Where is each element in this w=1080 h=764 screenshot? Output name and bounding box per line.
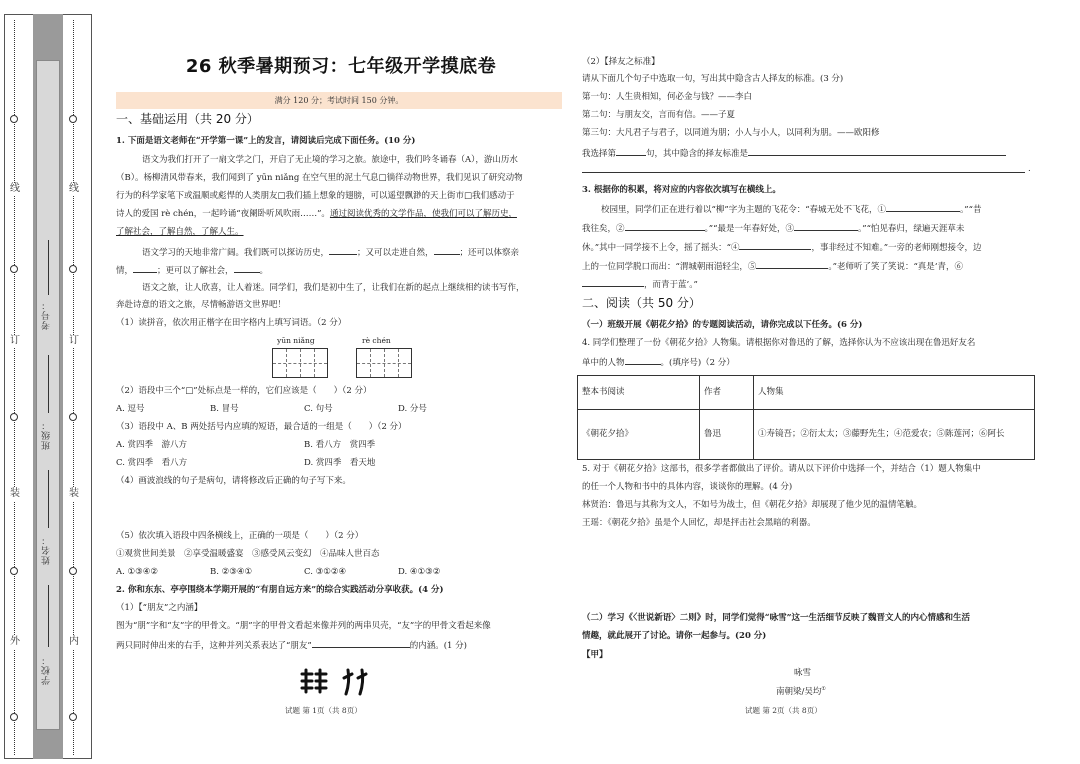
fill-blank-q4[interactable] — [625, 356, 661, 365]
q1-prompt: 1. 下面是语文老师在“开学第一课”上的发言，请阅读后完成下面任务。(10 分) — [116, 136, 416, 146]
class-line — [48, 355, 49, 413]
option-b[interactable]: B. 看八方 赏四季 — [304, 440, 376, 450]
name-line — [48, 470, 49, 528]
q2-text: 两只同时伸出来的右手，这种并列关系表达了“朋友” — [116, 641, 312, 651]
q4-text: 单中的人物 — [582, 358, 625, 368]
review-2: 王瑶：《朝花夕拾》虽是个人回忆，却是抨击社会黑暗的利器。 — [582, 518, 816, 528]
q3-line — [582, 241, 982, 254]
cut-circle — [69, 413, 77, 421]
option-c[interactable]: C. ③①②④ — [304, 567, 347, 577]
pinyin-1: yūn niǎng — [277, 336, 315, 345]
sub-q5-items: ①观赏世间美景 ②享受温暖盛宴 ③感受风云变幻 ④品味人世百态 — [116, 549, 380, 559]
q3-line — [582, 222, 964, 235]
q4-line — [582, 356, 735, 369]
fill-blank-1[interactable] — [329, 246, 357, 255]
outer-label-zhuang: 装 — [10, 488, 20, 499]
passage-line — [142, 246, 519, 259]
passage-text: 。 — [259, 266, 269, 276]
r-sub2-heading: （2）【择友之标准】 — [582, 57, 660, 67]
passage-text: 语文学习的天地非常广阔。我们既可以探访历史， — [142, 248, 330, 258]
cut-circle — [10, 567, 18, 575]
table-header: 人物集 — [754, 376, 1035, 410]
q2-text-line: 图为“朋”字和“友”字的甲骨文。“朋”字的甲骨文看起来像并列的两串贝壳，“友”字的甲骨文看起来像 — [116, 621, 491, 631]
table-row — [578, 410, 1035, 460]
poem-author — [776, 686, 826, 697]
character-table — [577, 375, 1035, 460]
sub-q5-prompt: （5）依次填入语段中四条横线上，正确的一项是（ ）（2 分） — [116, 531, 364, 541]
q4-text: 。(填序号)（2 分） — [660, 358, 735, 368]
period-mark: . — [1028, 164, 1031, 174]
q3-text: 。”“怕见春归，绿遍天涯草未 — [857, 224, 965, 234]
passage-line: 语文之旅，让人欣喜，让人着迷。同学们，我们是初中生了，让我们在新的起点上继续相约读书写作， — [142, 283, 525, 293]
page-footer-1: 试题 第 1页（共 8页） — [285, 706, 362, 715]
oracle-you-left — [344, 670, 352, 694]
fill-blank-2[interactable] — [434, 246, 460, 255]
q3-text: 。”老师听了笑了笑说：“真是‘青，⑥ — [828, 262, 964, 272]
q2-prompt: 2. 你和东东、亭亭围绕本学期开展的“有朋自远方来”的综合实践活动分享收获。(4 分) — [116, 585, 444, 595]
name-label: 姓名： — [42, 535, 52, 565]
oracle-bone-characters — [300, 664, 380, 698]
pinyin-2: rè chén — [362, 336, 391, 345]
sub-q1-prompt: （1）读拼音，依次用正楷字在田字格内上填写词语。（2 分） — [116, 318, 347, 328]
answer-continuation-line[interactable] — [582, 172, 1025, 173]
cut-circle — [10, 413, 18, 421]
option-a[interactable]: A. 赏四季 游八方 — [116, 440, 188, 450]
fill-blank-choice[interactable] — [616, 147, 646, 156]
cut-circle — [69, 265, 77, 273]
table-header: 整本书阅读 — [578, 376, 700, 410]
reading-sub1-prompt: （一）班级开展《朝花夕拾》的专题阅读活动，请你完成以下任务。(6 分) — [582, 320, 863, 330]
option-d[interactable]: D. 赏四季 看天地 — [304, 458, 376, 468]
page-footer-2: 试题 第 2页（共 8页） — [745, 706, 822, 715]
section-1-heading: 一、基础运用（共 20 分） — [116, 112, 259, 126]
table-cell: ①寿镜吾；②衍太太；③藤野先生；④范爱农；⑤陈莲河；⑥阿长 — [754, 410, 1035, 460]
sub-q2-prompt: （2）语段中三个“□”处标点是一样的，它们应该是（ ）（2 分） — [116, 386, 372, 396]
inner-label-nei: 内 — [69, 636, 79, 647]
poem-author-text: 南朝梁/吴均 — [776, 686, 822, 697]
wavy-sentence-a: 通过阅读优秀的文学作品，使我们可以了解历史， — [329, 209, 517, 219]
cut-circle — [10, 265, 18, 273]
character-grid-2[interactable] — [356, 348, 412, 378]
table-cell: 鲁迅 — [700, 410, 754, 460]
character-grid-1[interactable] — [272, 348, 328, 378]
wavy-sentence-b: 了解社会，了解自然，了解人生。 — [116, 227, 244, 237]
q5-prompt-cont: 的任一个人物和书中的具体内容，谈谈你的理解。(4 分) — [582, 482, 793, 492]
school-label: 学校： — [42, 655, 52, 685]
r-instruction: 请从下面几个句子中选取一句，写出其中隐含古人择友的标准。(3 分) — [582, 74, 844, 84]
q3-text: 上的一位同学脱口而出：“渭城朝雨浥轻尘，⑤ — [582, 262, 757, 272]
fill-blank-q3-1[interactable] — [886, 203, 960, 212]
passage-text: ；更可以了解社会， — [157, 266, 234, 276]
cut-circle — [69, 713, 77, 721]
fill-blank-q3-3[interactable] — [794, 222, 858, 231]
exam-no-label: 考号： — [42, 300, 52, 330]
table-header-row — [578, 376, 1035, 410]
q2-sub1-heading: （1）【“朋友”之内涵】 — [116, 603, 203, 613]
quote-3: 第三句：大凡君子与君子，以同道为朋；小人与小人，以同利为朋。——欧阳修 — [582, 128, 880, 138]
score-line: 满分 120 分；考试时间 150 分钟。 — [116, 92, 562, 109]
q3-line — [582, 278, 698, 291]
quote-1: 第一句：人生贵相知，何必金与钱？——李白 — [582, 92, 753, 102]
option-c[interactable]: C. 赏四季 看八方 — [116, 458, 188, 468]
binding-margin — [0, 0, 98, 764]
q3-line — [582, 260, 963, 273]
footnote-mark: ① — [821, 686, 826, 692]
reading-sub2-prompt: （二）学习《〈世说新语〉二则》时，同学们觉得“咏雪”这一生活细节反映了魏晋文人的内心情感和生活 — [582, 613, 971, 623]
inner-label-ding: 订 — [69, 335, 79, 346]
quote-2: 第二句：与朋友交，言而有信。——子夏 — [582, 110, 736, 120]
option-b[interactable]: B. 冒号 — [210, 404, 239, 414]
fill-blank-4[interactable] — [234, 264, 260, 273]
answer-text: 句，其中隐含的择友标准是 — [646, 149, 749, 159]
passage-line: 行为的科学家笔下或温顺或彪悍的人类朋友□我们插上想象的翅膀，可以遥望飘渺的天上街市□我们感动于 — [116, 191, 515, 201]
fill-blank-q3-6[interactable] — [582, 278, 644, 287]
answer-text: 我选择第 — [582, 149, 617, 159]
school-line — [48, 585, 49, 647]
fill-blank-standard[interactable] — [748, 147, 1006, 156]
q2-text-line — [116, 639, 467, 652]
passage-line: 语文为我们打开了一扇文学之门，开启了无止境的学习之旅。旅途中，我们吟冬诵春（A），游山历水 — [142, 155, 518, 165]
outer-label-ding: 订 — [10, 335, 20, 346]
outer-label-xian: 线 — [10, 183, 20, 194]
passage-text: 诗人的爱国 rè chén，一起吟诵“夜阑卧听风吹雨……”。 — [116, 209, 330, 219]
passage-text: 情， — [116, 266, 134, 276]
oracle-peng-right — [316, 670, 326, 692]
cut-circle — [10, 115, 18, 123]
table-cell: 《朝花夕拾》 — [578, 410, 700, 460]
option-a[interactable]: A. 逗号 — [116, 404, 145, 414]
section-2-heading: 二、阅读（共 50 分） — [582, 296, 701, 310]
q2-text: 的内涵。(1 分) — [409, 641, 467, 651]
exam-no-line — [48, 240, 49, 295]
q3-text: 。”“最是一年春好处，③ — [704, 224, 794, 234]
q3-text: 休。”其中一同学接不上令，摇了摇头：“④ — [582, 243, 740, 253]
fill-blank-3[interactable] — [133, 264, 157, 273]
exam-title: 26 秋季暑期预习：七年级开学摸底卷 — [185, 56, 497, 77]
q3-text: 我往矣，② — [582, 224, 625, 234]
passage-line — [116, 264, 268, 277]
option-d[interactable]: D. 分号 — [398, 404, 427, 414]
q3-text: ，事非经过不知难。”一旁的老师刚想接令，边 — [811, 243, 982, 253]
q3-text: 校园里，同学们正在进行着以“柳”字为主题的飞花令：“春城无处不飞花，① — [601, 205, 887, 215]
passage-line — [116, 209, 517, 220]
q3-text: 。”“昔 — [960, 205, 982, 215]
fill-blank-q3-2[interactable] — [625, 222, 705, 231]
q3-text: ，而青于蓝’。” — [644, 280, 698, 290]
fill-blank-friend[interactable] — [312, 639, 410, 648]
option-a[interactable]: A. ①③④② — [116, 567, 159, 577]
class-label: 班级： — [42, 420, 52, 450]
q3-prompt: 3. 根据你的积累，将对应的内容依次填写在横线上。 — [582, 185, 781, 195]
answer-line — [582, 147, 1006, 160]
option-b[interactable]: B. ②③④① — [210, 567, 253, 577]
inner-label-xian: 线 — [69, 183, 79, 194]
sub-q3-prompt: （3）语段中 A、B 两处括号内应填的短语，最合适的一组是（ ）（2 分） — [116, 422, 407, 432]
passage-line: 奔赴诗意的语文之旅，尽情畅游语文世界吧！ — [116, 300, 287, 310]
cut-circle — [69, 115, 77, 123]
reading-sub2-prompt-cont: 情趣，就此展开了讨论。请你一起参与。(20 分) — [582, 631, 767, 641]
passage-text: ；又可以走进自然， — [357, 248, 434, 258]
inner-label-zhuang: 装 — [69, 488, 79, 499]
fill-blank-q3-4[interactable] — [739, 241, 811, 250]
outer-label-wai: 外 — [10, 636, 20, 647]
poem-title: 咏雪 — [794, 668, 812, 678]
q4-prompt: 4. 同学们整理了一份《朝花夕拾》人物集。请根据你对鲁迅的了解，选择你认为不应该出现在鲁迅好友名 — [582, 338, 976, 348]
cut-circle — [69, 567, 77, 575]
option-d[interactable]: D. ④①③② — [398, 567, 441, 577]
cut-circle — [10, 713, 18, 721]
oracle-you-right — [358, 670, 366, 694]
passage-line: （B）。杨柳清风带春来，我们闻到了 yūn niǎng 在空气里的泥土气息□徜徉动物世界，我们见识了研究动物 — [116, 173, 523, 183]
oracle-peng-left — [302, 670, 312, 692]
review-1: 林贤治：鲁迅与其称为文人，不如号为战士，但《朝花夕拾》却展现了他少见的温情笔触。 — [582, 500, 923, 510]
option-c[interactable]: C. 句号 — [304, 404, 333, 414]
passage-text: ；还可以体察亲 — [459, 248, 520, 258]
q5-prompt: 5. 对于《朝花夕拾》这部书，很多学者都做出了评价。请从以下评价中选择一个，并结合（1）题人物集中 — [582, 464, 981, 474]
sub-q4-prompt: （4）画波浪线的句子是病句，请将修改后正确的句子写下来。 — [116, 476, 351, 486]
table-header: 作者 — [700, 376, 754, 410]
fill-blank-q3-5[interactable] — [756, 260, 828, 269]
q3-line — [601, 203, 982, 216]
passage-jia-label: 【甲】 — [582, 650, 608, 660]
